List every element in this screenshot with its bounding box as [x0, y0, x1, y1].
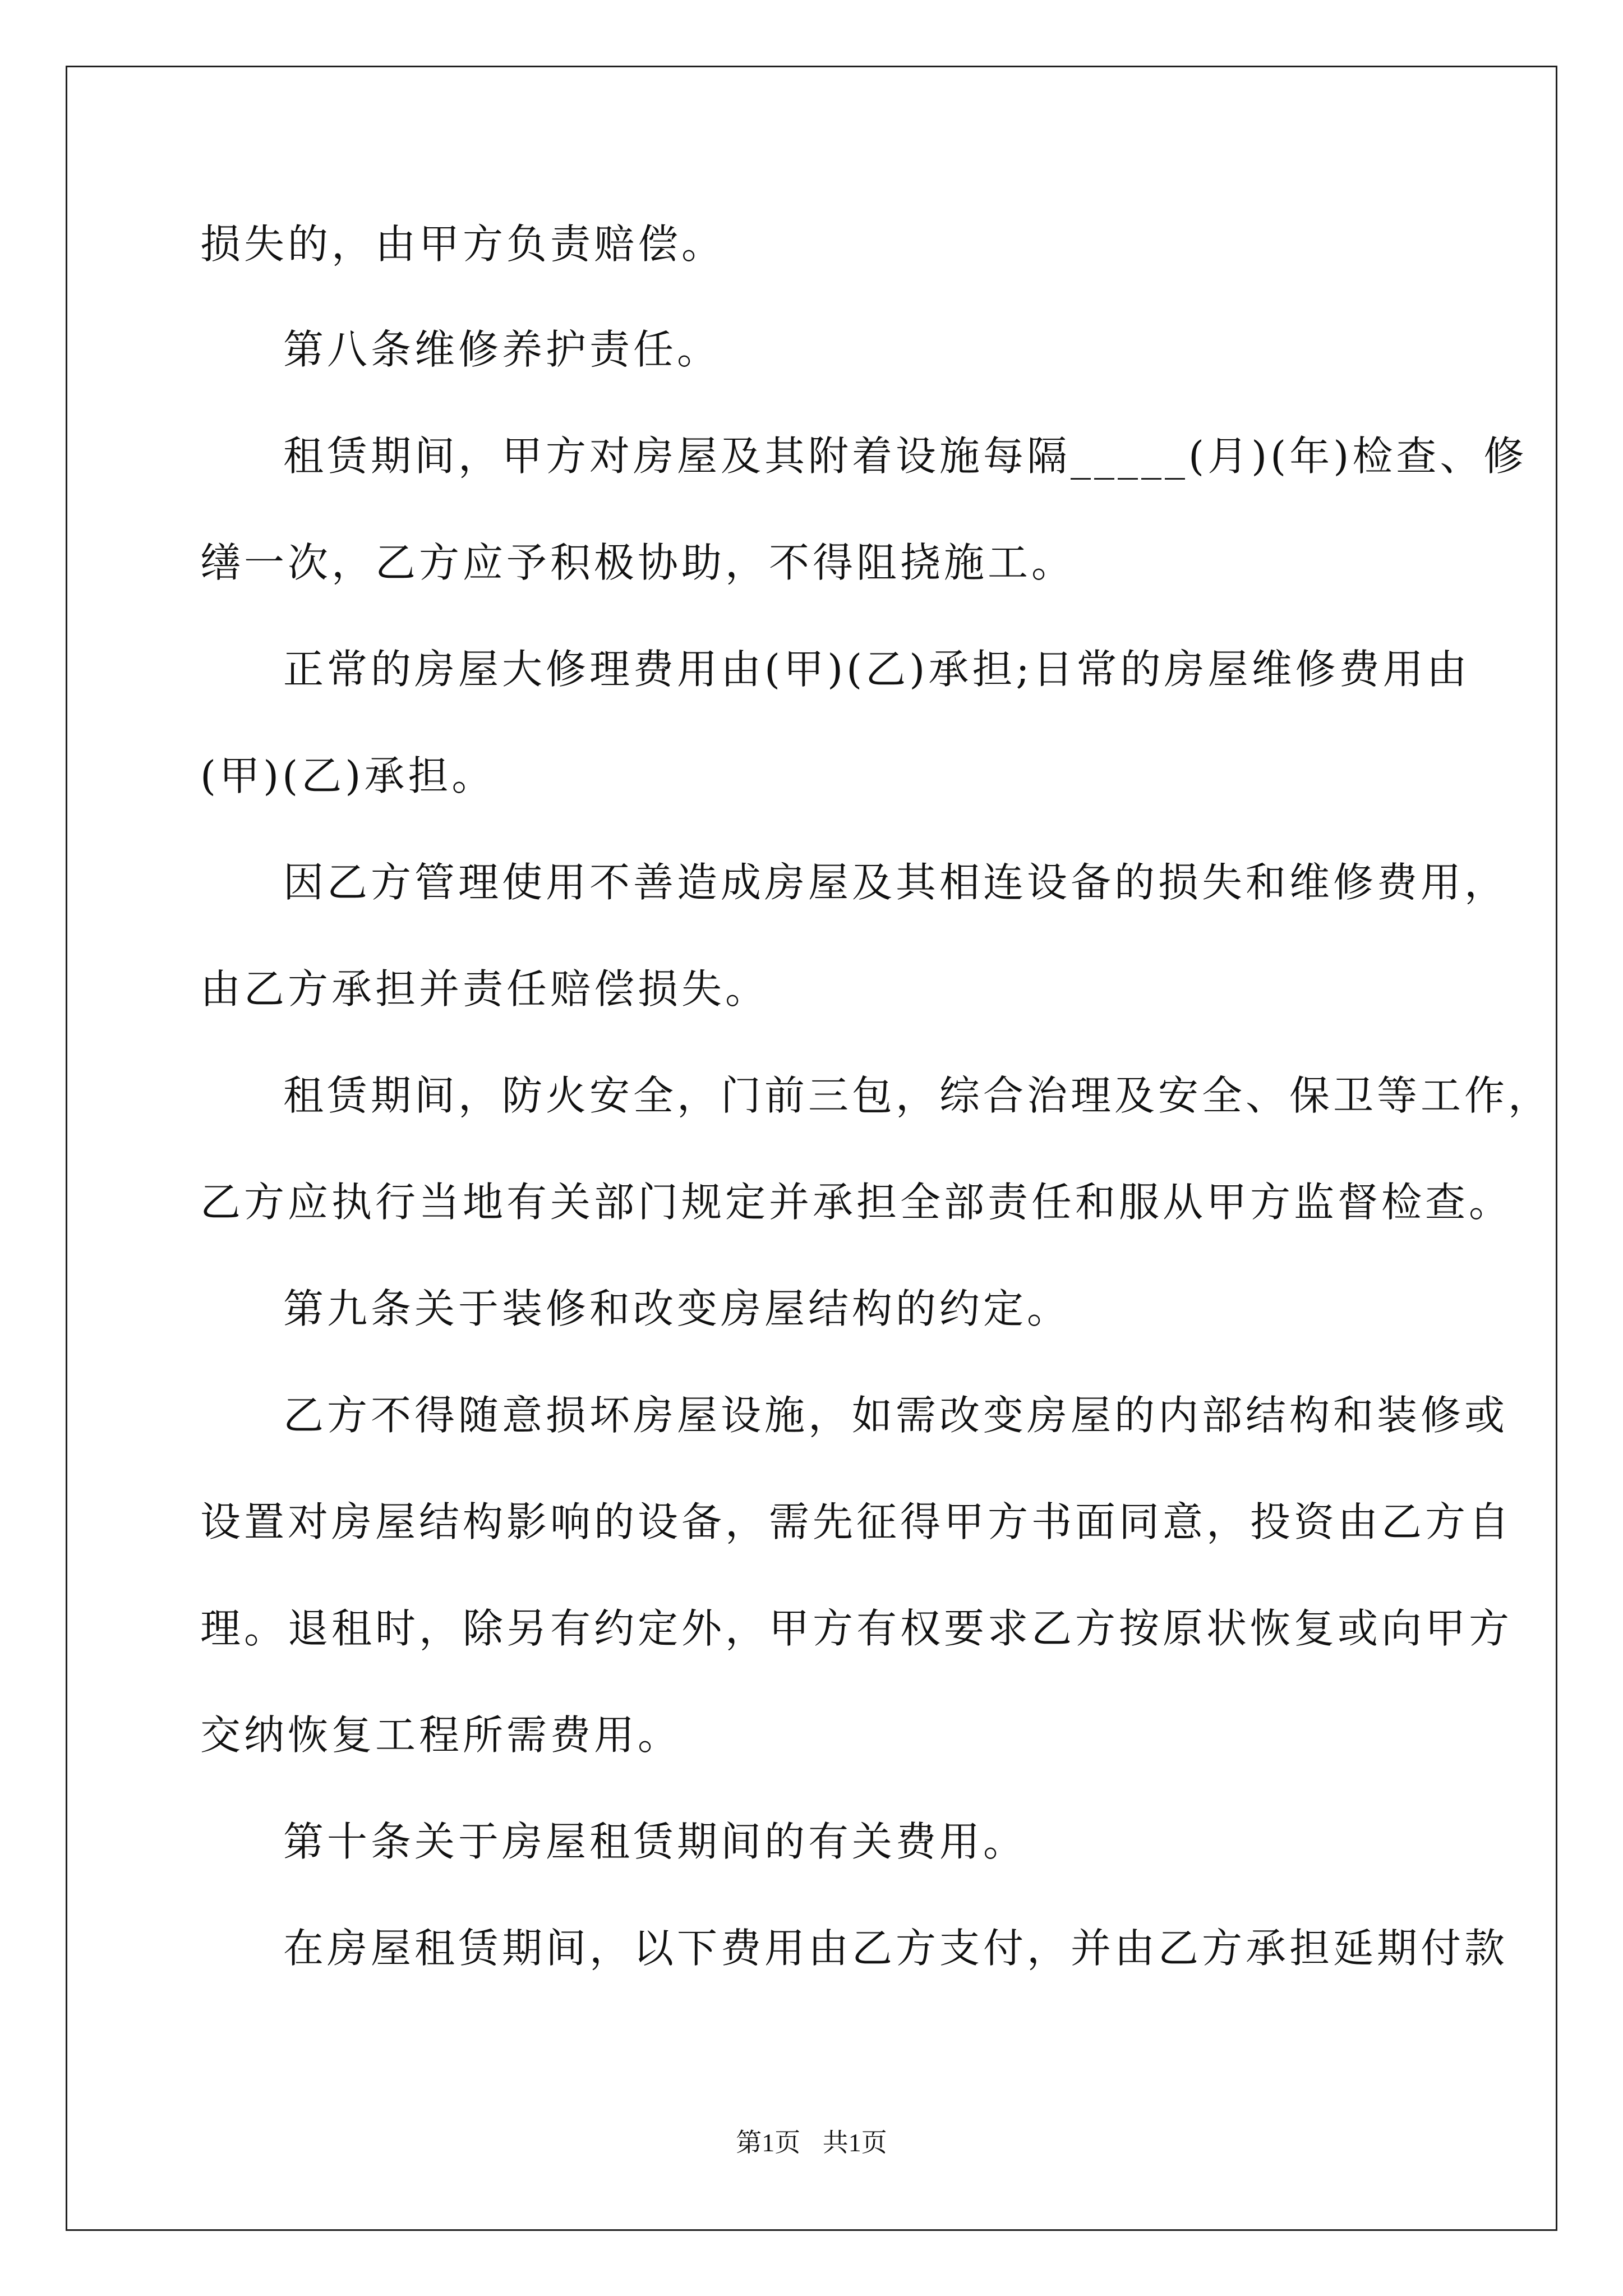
text-line: 由乙方承担并责任赔偿损失。 — [200, 965, 769, 1013]
page-border — [66, 66, 1557, 2231]
text-line: 第八条维修养护责任。 — [283, 326, 721, 373]
text-line: 第九条关于装修和改变房屋结构的约定。 — [283, 1285, 1071, 1332]
text-line: 第十条关于房屋租赁期间的有关费用。 — [283, 1818, 1027, 1865]
text-line: 租赁期间，防火安全，门前三包，综合治理及安全、保卫等工作， — [283, 1072, 1552, 1119]
text-line: 乙方应执行当地有关部门规定并承担全部责任和服从甲方监督检查。 — [200, 1179, 1513, 1226]
text-line: 正常的房屋大修理费用由(甲)(乙)承担;日常的房屋维修费用由 — [283, 646, 1470, 693]
page-number: 第1页 — [736, 2128, 801, 2157]
text-line: 交纳恢复工程所需费用。 — [200, 1711, 682, 1759]
text-line: 理。退租时，除另有约定外，甲方有权要求乙方按原状恢复或向甲方 — [200, 1605, 1513, 1652]
text-line: 乙方不得随意损坏房屋设施，如需改变房屋的内部结构和装修或 — [283, 1392, 1509, 1439]
text-line: 租赁期间，甲方对房屋及其附着设施每隔_____(月)(年)检查、修 — [283, 432, 1528, 480]
text-line: 因乙方管理使用不善造成房屋及其相连设备的损失和维修费用， — [283, 859, 1509, 906]
text-line: 设置对房屋结构影响的设备，需先征得甲方书面同意，投资由乙方自 — [200, 1498, 1513, 1545]
text-line: 损失的，由甲方负责赔偿。 — [200, 220, 726, 268]
text-line: 在房屋租赁期间，以下费用由乙方支付，并由乙方承担延期付款 — [283, 1925, 1509, 1972]
page-total: 共1页 — [822, 2128, 887, 2157]
text-line: 缮一次，乙方应予积极协助，不得阻挠施工。 — [200, 539, 1076, 586]
page-footer — [0, 2126, 1623, 2160]
text-line: (甲)(乙)承担。 — [200, 752, 496, 799]
